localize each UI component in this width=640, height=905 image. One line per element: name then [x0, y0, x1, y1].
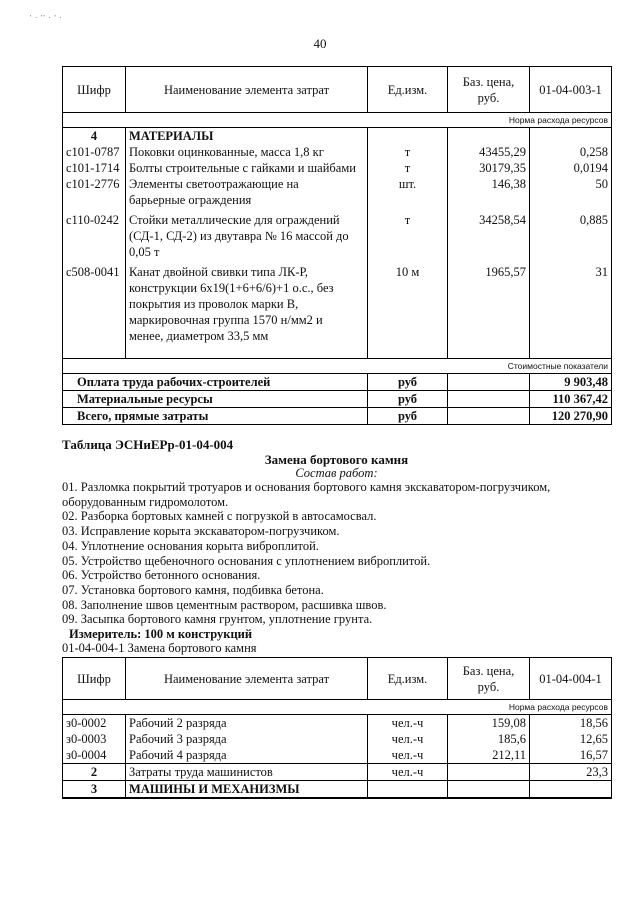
row-code: з0-0003	[63, 731, 126, 747]
row-norm: 12,65	[530, 731, 612, 747]
header-price: Баз. цена, руб.	[448, 67, 530, 113]
row-code: з0-0002	[63, 715, 126, 732]
total-unit: руб	[368, 373, 448, 390]
section-row	[63, 764, 612, 781]
cost-note: Стоимостные показатели	[63, 358, 612, 373]
total-value: 9 903,48	[530, 373, 612, 390]
work-line: 07. Установка бортового камня, подбивка бетона.	[62, 582, 324, 597]
norm-note-row	[63, 700, 612, 715]
total-row	[63, 373, 612, 390]
header-code: Шифр	[63, 658, 126, 700]
row-price: 1965,57	[448, 264, 530, 344]
row-code: з0-0004	[63, 747, 126, 764]
table-title: Таблица ЭСНиЕРр-01-04-004	[62, 437, 234, 452]
scan-corner-mark: ' · '' · ' ·	[30, 14, 63, 22]
row-unit: чел.-ч	[368, 747, 448, 764]
total-unit: руб	[368, 407, 448, 424]
row-unit: т	[368, 160, 448, 176]
header-norm-code: 01-04-004-1	[530, 658, 612, 700]
row-unit: 10 м	[368, 264, 448, 344]
cost-note-row	[63, 358, 612, 373]
work-line: оборудованным гидромолотом.	[62, 494, 229, 509]
section-row	[63, 128, 612, 145]
work-line: 02. Разборка бортовых камней с погрузкой в автосамосвал.	[62, 509, 377, 524]
header-code: Шифр	[63, 67, 126, 113]
table-row	[63, 715, 612, 732]
work-line: 01. Разломка покрытий тротуаров и основания бортового камня экскаватором-погрузчиком,	[62, 480, 551, 494]
row-unit: т	[368, 212, 448, 264]
section-norm: 23,3	[530, 764, 612, 781]
row-norm: 0,0194	[530, 160, 612, 176]
total-value: 110 367,42	[530, 390, 612, 407]
row-name: Рабочий 4 разряда	[126, 747, 368, 764]
row-unit: чел.-ч	[368, 715, 448, 732]
row-price: 30179,35	[448, 160, 530, 176]
row-name-line: Стойки металлические для ограждений	[129, 213, 340, 227]
section-number: 3	[63, 781, 126, 799]
row-name-line: 0,05 т	[129, 245, 160, 259]
row-norm: 18,56	[530, 715, 612, 732]
table-row	[63, 176, 612, 212]
row-name-line: покрытия из проволок марки В,	[129, 297, 299, 311]
table-header-row	[63, 658, 612, 700]
meter-line: Измеритель: 100 м конструкций	[69, 627, 253, 641]
table-row	[63, 731, 612, 747]
row-code: с508-0041	[63, 264, 126, 344]
table-row	[63, 747, 612, 764]
total-label: Всего, прямые затраты	[63, 407, 368, 424]
resources-table-01-04-004-1	[62, 657, 612, 799]
work-line: 03. Исправление корыта экскаватором-погрузчиком.	[62, 524, 340, 539]
row-code: с110-0242	[63, 212, 126, 264]
work-line: 09. Засыпка бортового камня грунтом, уплотнение грунта.	[62, 612, 373, 627]
total-row	[63, 390, 612, 407]
table-row	[63, 264, 612, 344]
section-unit: чел.-ч	[368, 764, 448, 781]
row-name-line: барьерные ограждения	[129, 193, 252, 207]
row-code: с101-0787	[63, 144, 126, 160]
row-code: с101-2776	[63, 176, 126, 212]
row-norm: 50	[530, 176, 612, 212]
work-list	[62, 480, 622, 627]
table-row	[63, 212, 612, 264]
norm-note-row	[63, 113, 612, 128]
header-name: Наименование элемента затрат	[126, 658, 368, 700]
work-line: 05. Устройство щебеночного основания с уплотнением виброплитой.	[62, 553, 431, 568]
row-name: Рабочий 3 разряда	[126, 731, 368, 747]
header-unit: Ед.изм.	[368, 67, 448, 113]
row-name-line: Канат двойной свивки типа ЛК-Р,	[129, 265, 309, 279]
row-unit: т	[368, 144, 448, 160]
row-norm: 16,57	[530, 747, 612, 764]
resources-table-01-04-003-1	[62, 66, 612, 425]
section-heading: Замена бортового камня	[264, 452, 409, 467]
norm-note: Норма расхода ресурсов	[63, 700, 612, 715]
row-name: Болты строительные с гайками и шайбами	[126, 160, 368, 176]
spacer-row	[63, 344, 612, 358]
total-unit: руб	[368, 390, 448, 407]
total-label: Оплата труда рабочих-строителей	[63, 373, 368, 390]
row-name-line: маркировочная группа 1570 н/мм2 и	[129, 313, 323, 327]
row-price: 212,11	[448, 747, 530, 764]
header-unit: Ед.изм.	[368, 658, 448, 700]
row-name: Поковки оцинкованные, масса 1,8 кг	[126, 144, 368, 160]
row-name-line: менее, диаметром 33,5 мм	[129, 329, 269, 343]
norm-title-line: 01-04-004-1 Замена бортового камня	[62, 641, 257, 655]
row-name-line: конструкции 6х19(1+6+6/6)+1 о.с., без	[129, 281, 334, 295]
row-price: 43455,29	[448, 144, 530, 160]
row-name-line: (СД-1, СД-2) из двутавра № 16 массой до	[129, 229, 349, 243]
total-value: 120 270,90	[530, 407, 612, 424]
total-row	[63, 407, 612, 424]
norm-note: Норма расхода ресурсов	[63, 113, 612, 128]
table-row	[63, 160, 612, 176]
section-row	[63, 781, 612, 799]
section-subheading: Состав работ:	[295, 466, 378, 480]
row-price: 159,08	[448, 715, 530, 732]
section-title: МАШИНЫ И МЕХАНИЗМЫ	[126, 781, 368, 799]
row-name	[126, 176, 368, 212]
total-label: Материальные ресурсы	[63, 390, 368, 407]
table-row	[63, 144, 612, 160]
header-name: Наименование элемента затрат	[126, 67, 368, 113]
header-price: Баз. цена, руб.	[448, 658, 530, 700]
row-unit: чел.-ч	[368, 731, 448, 747]
row-norm: 31	[530, 264, 612, 344]
table-header-row	[63, 67, 612, 113]
row-unit: шт.	[368, 176, 448, 212]
section-number: 4	[63, 128, 126, 145]
section-title: Затраты труда машинистов	[126, 764, 368, 781]
work-line: 06. Устройство бетонного основания.	[62, 568, 261, 583]
row-name-line: Элементы светоотражающие на	[129, 177, 299, 191]
work-line: 04. Уплотнение основания корыта виброплитой.	[62, 538, 319, 553]
work-line: 08. Заполнение швов цементным раствором, расшивка швов.	[62, 597, 387, 612]
row-price: 34258,54	[448, 212, 530, 264]
page-number: 40	[313, 36, 327, 51]
section-number: 2	[63, 764, 126, 781]
row-norm: 0,258	[530, 144, 612, 160]
row-code: с101-1714	[63, 160, 126, 176]
row-name	[126, 264, 368, 344]
row-price: 146,38	[448, 176, 530, 212]
row-name: Рабочий 2 разряда	[126, 715, 368, 732]
section-title: МАТЕРИАЛЫ	[126, 128, 368, 145]
row-name	[126, 212, 368, 264]
row-norm: 0,885	[530, 212, 612, 264]
header-norm-code: 01-04-003-1	[530, 67, 612, 113]
row-price: 185,6	[448, 731, 530, 747]
